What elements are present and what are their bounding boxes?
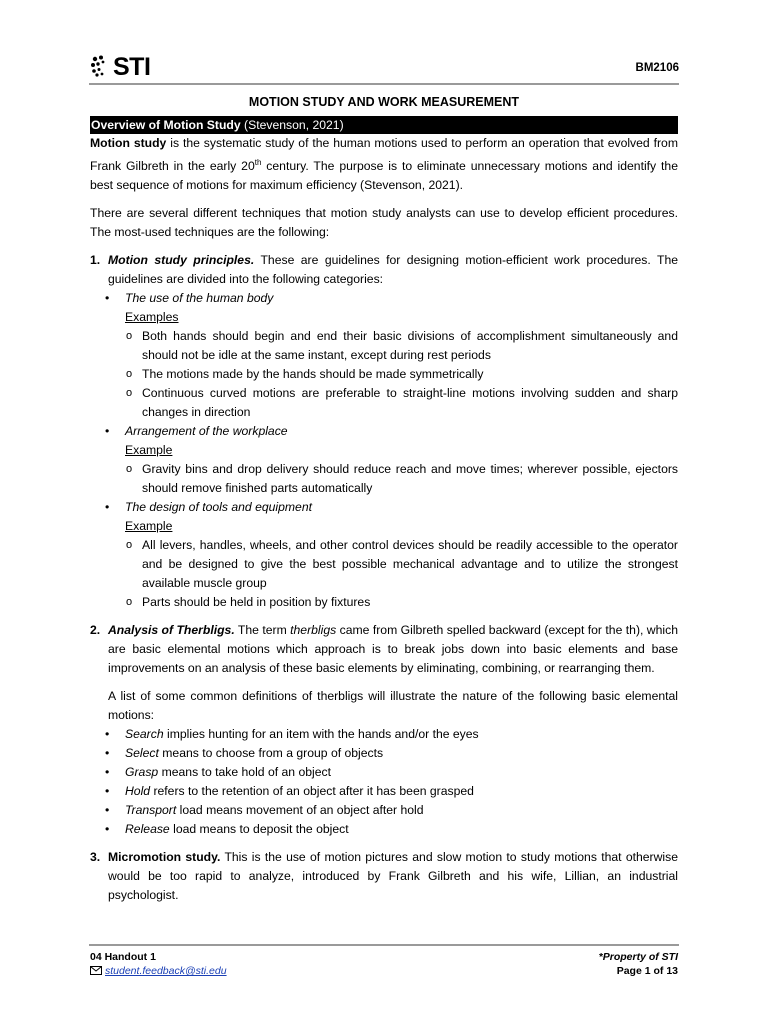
page-title: MOTION STUDY AND WORK MEASUREMENT: [248, 95, 520, 109]
therblig-item: • Select means to choose from a group of objects: [90, 744, 678, 763]
therbligs-list-intro: A list of some common definitions of therbligs will illustrate the nature of the following basic elemental motions:: [108, 689, 678, 723]
logo-text: STI: [113, 53, 151, 81]
category-name: The use of the human body: [125, 291, 274, 306]
handout-label: 04 Handout 1: [90, 951, 156, 963]
footer-left: [90, 950, 227, 978]
circle-bullet-icon: o: [126, 596, 133, 609]
section-heading-citation: (Stevenson, 2021): [240, 118, 344, 132]
list-item: o Parts should be held in position by fixtures: [90, 593, 678, 612]
therblig-item: • Grasp means to take hold of an object: [90, 763, 678, 782]
therblig-item: • Transport load means movement of an object after hold: [90, 801, 678, 820]
bullet-icon: •: [105, 424, 110, 439]
bullet-icon: •: [105, 727, 110, 742]
item-title: Analysis of Therbligs.: [108, 623, 235, 638]
category-name: The design of tools and equipment: [125, 500, 313, 515]
examples-label: Examples: [125, 310, 179, 325]
header-divider: [89, 83, 679, 85]
list-item: o Both hands should begin and end their basic divisions of accomplishment simultaneously and should not be idle at the same instant, except during rest periods: [126, 329, 678, 363]
bullet-icon: •: [105, 803, 110, 818]
category-tools: [90, 498, 678, 517]
circle-bullet-icon: o: [126, 387, 133, 400]
circle-bullet-icon: o: [126, 368, 133, 381]
list-item: o Gravity bins and drop delivery should reduce reach and move times; wherever possible, ejectors should remove finished parts automatically: [126, 462, 678, 496]
circle-bullet-icon: o: [126, 330, 133, 343]
property-label: *Property of STI: [598, 951, 678, 963]
category-human-body: [90, 289, 678, 308]
footer-right: [599, 950, 678, 978]
category-workplace: [90, 422, 678, 441]
bullet-icon: •: [105, 765, 110, 780]
circle-bullet-icon: o: [126, 463, 133, 476]
sti-logo: [90, 54, 150, 80]
bullet-icon: •: [105, 291, 110, 306]
list-item-micromotion-study: [90, 848, 678, 905]
intro-superscript: th: [254, 158, 262, 167]
page-number: Page 1 of 13: [616, 965, 678, 977]
intro-text-b: century. The purpose is to eliminate unnecessary motions and identify the best sequence of motions for maximum efficiency (Stevenson, 2021).: [90, 159, 678, 193]
circle-bullet-icon: o: [126, 539, 133, 552]
bullet-icon: •: [105, 746, 110, 761]
sti-logo-icon: [90, 55, 112, 79]
category-name: Arrangement of the workplace: [125, 424, 288, 439]
example-label: Example: [125, 519, 173, 534]
footer-divider: [89, 944, 679, 946]
document-body: [90, 116, 678, 905]
item-number: 1.: [90, 253, 101, 268]
example-label: Example: [125, 443, 173, 458]
bullet-icon: •: [105, 822, 110, 837]
list-item: o The motions made by the hands should be made symmetrically: [90, 365, 678, 384]
bullet-icon: •: [105, 500, 110, 515]
list-item-therbligs: 2. Analysis of Therbligs. The term therbligs came from Gilbreth spelled backward (except for the th), which are basic elemental motions which approach is to break jobs down into basic elements and base improvements on an analysis of these basic elements by eliminating, combining, or rearranging them. A list of some common definitions of therbligs will illustrate the nature of the following basic elemental motions:: [90, 621, 678, 725]
list-item-motion-study-principles: [90, 251, 678, 289]
envelope-icon: [90, 966, 102, 975]
intro-term: Motion study: [90, 136, 167, 150]
item-title: Micromotion study.: [108, 850, 221, 865]
intro-paragraph: [90, 134, 678, 195]
feedback-email-link[interactable]: student.feedback@sti.edu: [105, 965, 227, 977]
item-title: Motion study principles.: [108, 253, 255, 268]
item-text: This is the use of motion pictures and slow motion to study motions that otherwise would be too rapid to analyze, introduced by Frank Gilbreth and his wife, Lillian, an industrial psychologist.: [108, 850, 678, 903]
intro-text-a: is the systematic study of the human motions used to perform an operation that evolved from Frank Gilbreth in the early 20: [90, 136, 678, 174]
therblig-item: • Release load means to deposit the object: [90, 820, 678, 839]
item-text: These are guidelines for designing motion-efficient work procedures. The guidelines are divided into the following categories:: [108, 253, 678, 287]
document-code: BM2106: [635, 62, 679, 74]
therblig-item: • Hold refers to the retention of an object after it has been grasped: [90, 782, 678, 801]
list-item: o All levers, handles, wheels, and other control devices should be readily accessible to the operator and be designed to give the best possible mechanical advantage and to utilize the strongest available muscle group: [126, 538, 678, 591]
item-number: 3.: [90, 850, 101, 865]
therblig-item: • Search implies hunting for an item with the hands and/or the eyes: [90, 725, 678, 744]
list-item: o Continuous curved motions are preferable to straight-line motions involving sudden and sharp changes in direction: [126, 386, 678, 420]
section-heading: [90, 116, 678, 134]
bullet-icon: •: [105, 784, 110, 799]
section-heading-title: Overview of Motion Study: [91, 118, 241, 132]
item-number: 2.: [90, 623, 101, 638]
techniques-intro: There are several different techniques that motion study analysts can use to develop efficient procedures. The most-used techniques are the following:: [90, 206, 678, 240]
therbligs-term: therbligs: [290, 623, 337, 638]
